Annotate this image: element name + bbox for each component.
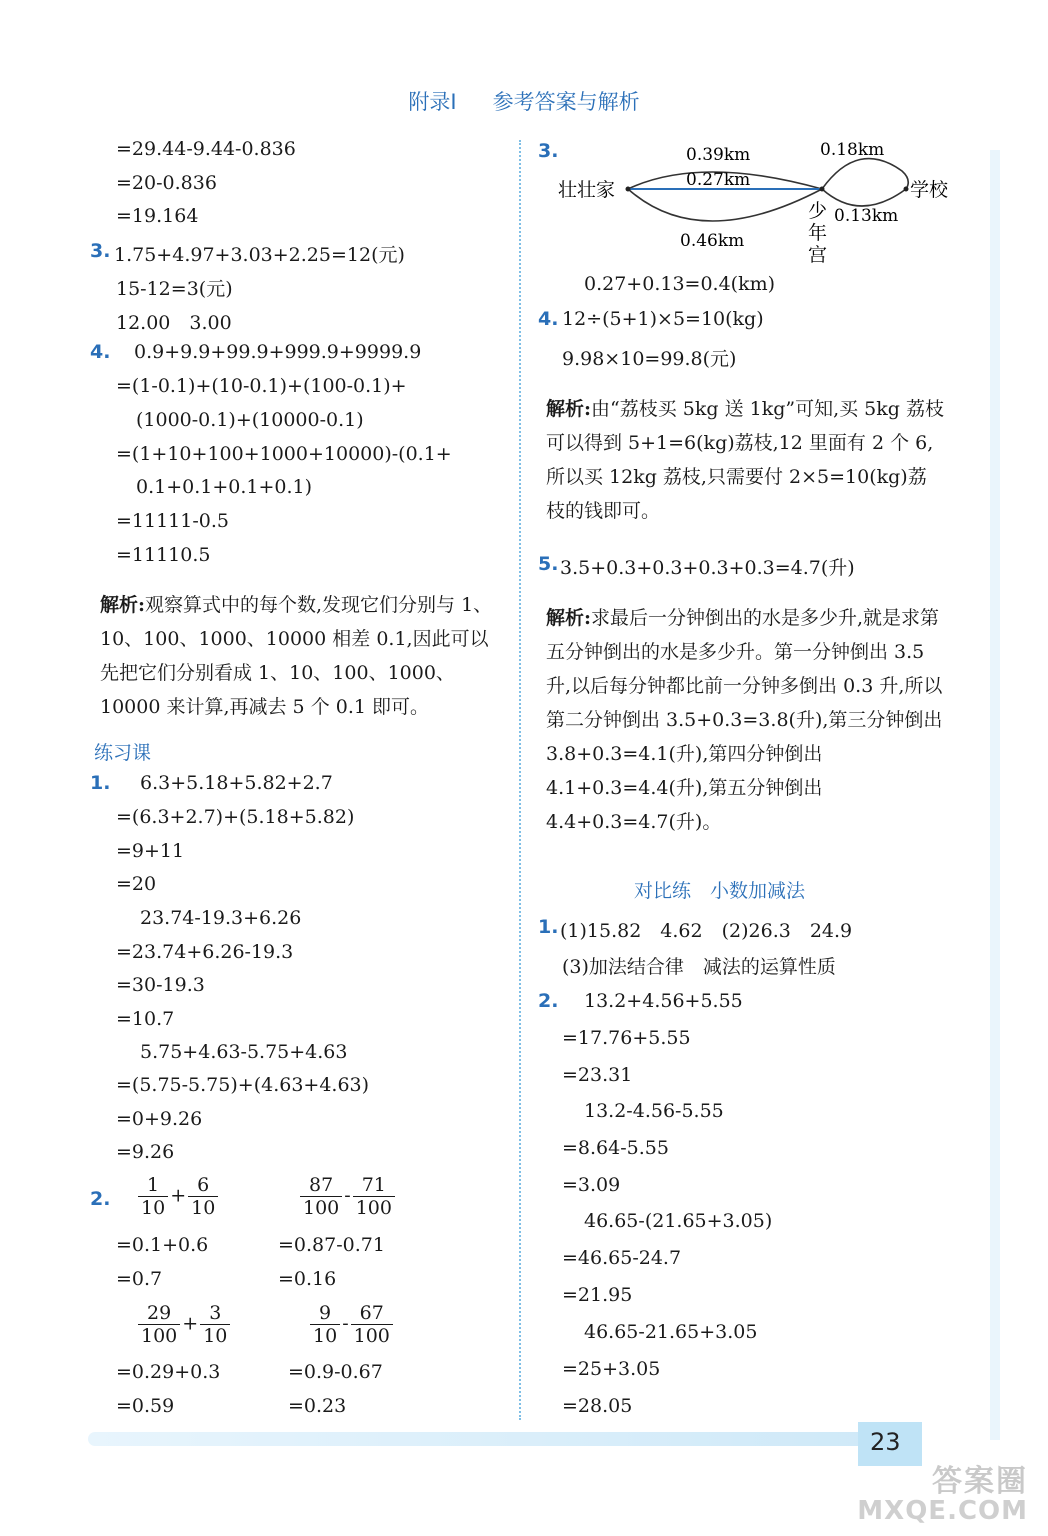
question-number: 3. <box>90 240 111 262</box>
dist-018: 0.18km <box>820 140 885 160</box>
calc-line: 13.2+4.56+5.55 <box>584 990 743 1012</box>
question-number: 1. <box>90 772 111 794</box>
label-school: 学校 <box>910 179 949 201</box>
dist-013: 0.13km <box>834 206 899 226</box>
calc-line: =46.65-24.7 <box>562 1247 682 1269</box>
dist-046: 0.46km <box>680 231 745 251</box>
calc-line: =0.9-0.67 <box>288 1361 383 1383</box>
question-number: 2. <box>90 1188 111 1210</box>
dist-027: 0.27km <box>686 170 751 190</box>
calc-line: =17.76+5.55 <box>562 1027 691 1049</box>
question-number: 1. <box>538 916 559 938</box>
calc-line: =30-19.3 <box>116 974 205 996</box>
calc-line: =0+9.26 <box>116 1108 203 1130</box>
fraction-expression: $\frac{87}{100}$ - $\frac{71}{100}$ <box>298 1174 397 1219</box>
calc-line: 12.00 3.00 <box>116 312 232 334</box>
label-palace-1: 少 <box>808 200 828 222</box>
calc-line: =29.44-9.44-0.836 <box>116 138 296 160</box>
question-number: 3. <box>538 140 559 162</box>
calc-line: =28.05 <box>562 1395 633 1417</box>
label-home: 壮壮家 <box>558 179 616 201</box>
calc-line: =3.09 <box>562 1174 621 1196</box>
calc-line: =10.7 <box>116 1008 175 1030</box>
calc-line: =23.74+6.26-19.3 <box>116 941 294 963</box>
analysis-label: 解析: <box>100 594 146 616</box>
analysis-text: 由“荔枝买 5kg 送 1kg”可知,买 5kg 荔枝可以得到 5+1=6(kg)荔枝,12 里面有 2 个 6,所以买 12kg 荔枝,只需要付 2×5=10(kg)荔枝的钱即可。 <box>546 398 944 522</box>
section-title: 练习课 <box>94 742 152 764</box>
calc-line: 23.74-19.3+6.26 <box>140 907 302 929</box>
column-divider <box>519 140 521 1420</box>
page-number: 23 <box>870 1428 901 1456</box>
calc-line: 46.65-21.65+3.05 <box>584 1321 758 1343</box>
calc-line: =20-0.836 <box>116 172 217 194</box>
header-title: 参考答案与解析 <box>492 90 640 114</box>
header-appendix: 附录Ⅰ <box>408 90 457 114</box>
fraction: $\frac{71}{100}$ <box>353 1174 395 1219</box>
analysis-text: 求最后一分钟倒出的水是多少升,就是求第五分钟倒出的水是多少升。第一分钟倒出 3.5 升,以后每分钟都比前一分钟多倒出 0.3 升,所以第二分钟倒出 3.5+0.3=3.8(升),第三分钟倒出3.8+0.3=4.1(升),第四分钟倒出 4.1+0.3=4.4(升),第五分钟倒出 4.4+0.3=4.7(升)。 <box>546 607 943 833</box>
calc-line: =11110.5 <box>116 544 211 566</box>
calc-line: 15-12=3(元) <box>116 278 233 300</box>
calc-line: =9.26 <box>116 1141 175 1163</box>
calc-line: =25+3.05 <box>562 1358 661 1380</box>
calc-line: 1.75+4.97+3.03+2.25=12(元) <box>114 244 405 266</box>
label-palace-2: 年 <box>808 222 828 244</box>
question-number: 5. <box>538 553 559 575</box>
fraction: $\frac{29}{100}$ <box>138 1302 180 1347</box>
calc-line: 5.75+4.63-5.75+4.63 <box>140 1041 348 1063</box>
calc-line: (3)加法结合律 减法的运算性质 <box>562 956 836 978</box>
footer-bar <box>88 1432 868 1446</box>
calc-line: 0.9+9.9+99.9+999.9+9999.9 <box>134 341 422 363</box>
calc-line: =0.23 <box>288 1395 347 1417</box>
calc-line: 12÷(5+1)×5=10(kg) <box>562 308 764 330</box>
margin-strip <box>990 150 1000 1440</box>
calc-line: =23.31 <box>562 1064 633 1086</box>
question-number: 2. <box>538 990 559 1012</box>
page-header <box>0 86 1048 116</box>
calc-line: 3.5+0.3+0.3+0.3+0.3=4.7(升) <box>560 557 855 579</box>
route-diagram <box>540 135 960 270</box>
calc-line: 46.65-(21.65+3.05) <box>584 1210 773 1232</box>
label-palace-3: 宫 <box>808 244 828 266</box>
calc-line: 0.27+0.13=0.4(km) <box>584 273 776 295</box>
route-018 <box>822 159 908 189</box>
calc-line: 13.2-4.56-5.55 <box>584 1100 724 1122</box>
calc-line: =21.95 <box>562 1284 633 1306</box>
fraction: $\frac{3}{10}$ <box>200 1302 230 1347</box>
question-number: 4. <box>90 341 111 363</box>
fraction: $\frac{1}{10}$ <box>138 1174 168 1219</box>
fraction-expression: $\frac{29}{100}$ + $\frac{3}{10}$ <box>136 1302 232 1347</box>
calc-line: 0.1+0.1+0.1+0.1) <box>136 476 313 498</box>
analysis-label: 解析: <box>546 607 592 629</box>
calc-line: =(5.75-5.75)+(4.63+4.63) <box>116 1074 370 1096</box>
analysis-text: 观察算式中的每个数,发现它们分别与 1、10、100、1000、10000 相差 0.1,因此可以先把它们分别看成 1、10、100、1000、10000 来计算,再减去 5 个 0.1 即可。 <box>100 594 493 718</box>
dist-039: 0.39km <box>686 145 751 165</box>
calc-line: =20 <box>116 873 157 895</box>
calc-line: 9.98×10=99.8(元) <box>562 348 737 370</box>
home-point <box>626 187 631 192</box>
school-point <box>904 187 909 192</box>
calc-line: =19.164 <box>116 205 199 227</box>
calc-line: =0.29+0.3 <box>116 1361 221 1383</box>
fraction-expression: $\frac{1}{10}$ + $\frac{6}{10}$ <box>136 1174 220 1219</box>
calc-line: =8.64-5.55 <box>562 1137 669 1159</box>
fraction-expression: $\frac{9}{10}$ - $\frac{67}{100}$ <box>308 1302 395 1347</box>
calc-line: 6.3+5.18+5.82+2.7 <box>140 772 333 794</box>
analysis-label: 解析: <box>546 398 592 420</box>
calc-line: (1)15.82 4.62 (2)26.3 24.9 <box>560 920 853 942</box>
calc-line: =(1-0.1)+(10-0.1)+(100-0.1)+ <box>116 375 407 397</box>
section-title: 对比练 小数加减法 <box>634 880 806 902</box>
watermark-logo: 答案圈 <box>932 1464 1028 1499</box>
calc-line: =11111-0.5 <box>116 510 229 532</box>
calc-line: =(1+10+100+1000+10000)-(0.1+ <box>116 443 452 465</box>
analysis-paragraph <box>546 601 944 839</box>
watermark-url: MXQE.COM <box>857 1496 1028 1526</box>
analysis-paragraph <box>100 588 502 724</box>
calc-line: =9+11 <box>116 840 185 862</box>
analysis-paragraph <box>546 392 944 528</box>
calc-line: =0.16 <box>278 1268 337 1290</box>
palace-point <box>820 187 825 192</box>
route-046 <box>628 189 822 221</box>
fraction: $\frac{6}{10}$ <box>188 1174 218 1219</box>
calc-line: (1000-0.1)+(10000-0.1) <box>136 409 364 431</box>
calc-line: =0.1+0.6 <box>116 1234 209 1256</box>
route-013 <box>822 189 906 206</box>
calc-line: =0.59 <box>116 1395 175 1417</box>
calc-line: =0.87-0.71 <box>278 1234 385 1256</box>
fraction: $\frac{67}{100}$ <box>351 1302 393 1347</box>
fraction: $\frac{87}{100}$ <box>300 1174 342 1219</box>
question-number: 4. <box>538 308 559 330</box>
calc-line: =(6.3+2.7)+(5.18+5.82) <box>116 806 355 828</box>
calc-line: =0.7 <box>116 1268 163 1290</box>
fraction: $\frac{9}{10}$ <box>310 1302 340 1347</box>
